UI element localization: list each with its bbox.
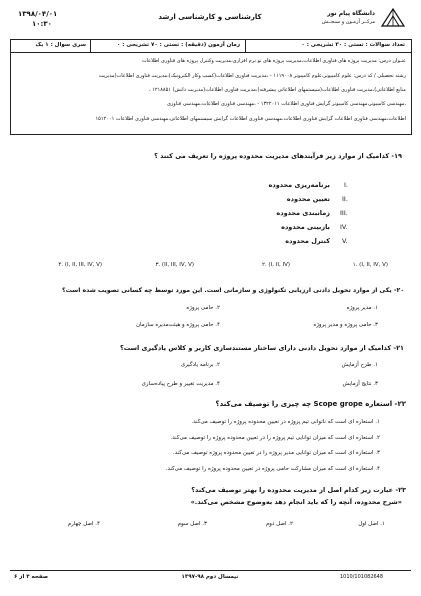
exam-title: کارشناسی و کارشناسی ارشد: [158, 13, 262, 21]
q19-option-3[interactable]: (II, III, IV, V) .۳: [155, 262, 194, 268]
q23-quote: «شرح محدوده، آنچه را که باید انجام دهد به‌وضوح مشخص می‌کند.»: [190, 498, 402, 506]
field-of-study-line-1: رشته تحصیلی / کد درس: علوم کامپیوتر،علوم کامپیوتر ۱۱۱۹۰۰۸ - ،مدیریت فناوری اطلاعات(کسب وکار الکترونیک)،مدیریت فناوری اطلاعات(مدیریت: [98, 73, 406, 79]
q21-option-3[interactable]: ۳. نتایج آزمایش: [342, 381, 378, 387]
question-19: ۱۹- کدامیک از موارد زیر فرآیندهای مدیریت محدوده پروژه را تعریف می کنند ؟: [154, 152, 402, 160]
q23-option-4[interactable]: ۴. اصل چهارم: [67, 521, 100, 527]
exam-time: ۱۰:۳۰: [32, 20, 52, 28]
q19-option-1[interactable]: (I, II, IV, V) .۱: [352, 262, 388, 268]
university-subtitle: مرکــز آزمـون و سنجــش: [321, 19, 375, 25]
q19-option-2[interactable]: (I, II, IV) .۲: [261, 262, 290, 268]
q21-option-4[interactable]: ۴. مدیریت تغییر و طرح پیاده‌سازی: [141, 381, 220, 387]
university-logo: [379, 6, 407, 28]
question-21: ۲۱- کدامیک از موارد تحویل دادنی دارای ساختار مستندسازی کاربر و کلاس یادگیری است؟: [119, 344, 404, 352]
q21-option-2[interactable]: ۲. برنامه یادگیری: [180, 362, 220, 368]
footer-divider: [10, 570, 411, 571]
q22-option-2[interactable]: ۲. استعاره ای است که میزان توانایی تیم پروژه را در تعیین محدوده پروژه را توصیف می‌کند.: [170, 435, 380, 441]
series-number: سری سوال : ۱ یک: [35, 42, 86, 48]
q20-option-4[interactable]: ۴. حامی پروژه و هیئت‌مدیره سازمان: [136, 322, 220, 328]
q21-option-1[interactable]: ۱. طرح آزمایش: [341, 362, 378, 368]
q19-item-5-text: کنترل محدوده: [285, 237, 330, 245]
field-of-study-line-3: ،مهندسی کامپیوتر،مهندسی کامپیوتر گرایش فناوری اطلاعات ۱۳۲۲۰۱۱ - ،مهندسی فناوری اطلاعات،مهندسی فناوری: [166, 101, 406, 107]
question-20: ۲۰- یکی از موارد تحویل دادنی ارزیابی تکنولوژی و سازمانی است. این مورد توسط چه کسانی تصویب شده است؟: [61, 287, 404, 294]
q19-item-1-text: برنامه‌ریزی محدوده: [268, 181, 330, 189]
q19-item-4-text: بازبینی محدوده: [281, 223, 330, 231]
q19-item-1-num: I.: [344, 181, 348, 189]
exam-date: ۱۳۹۸/۰۴/۰۱: [18, 10, 58, 18]
q20-option-3[interactable]: ۳. حامی پروژه و مدیر پروژه: [313, 322, 378, 328]
q19-item-3-num: III.: [340, 209, 348, 217]
exam-duration: زمان آزمون (دقیقه) : تستی : ۷۰ تشریحی : ۰: [117, 42, 240, 48]
page-number: صفحه ۴ از ۶: [14, 574, 49, 580]
q23-option-2[interactable]: ۲. اصل دوم: [265, 521, 293, 527]
question-23: ۲۳- عبارت زیر کدام اصل از مدیریت محدوده را بهتر توصیف می‌کند؟: [191, 486, 406, 494]
semester: نیمسال دوم ۹۸-۱۳۹۷: [181, 574, 239, 580]
q23-option-3[interactable]: ۳. اصل سوم: [177, 521, 207, 527]
course-title: عنـوان درس: مدیریت پروژه های فناوری اطلاعات،مدیریت پروژه های نو نرم افزاری،مدیریت وکنترل پروژه های فناوری اطلاعات: [141, 58, 406, 64]
q19-item-5-num: V.: [342, 237, 348, 245]
q19-item-3-text: زمانبندی محدوده: [276, 209, 330, 217]
q22-option-3[interactable]: ۳. استعاره ای است که میزان توانایی مدیر پروژه را در تعیین محدوده پروژه توصیف می‌کند.: [172, 450, 380, 456]
q20-option-1[interactable]: ۱. مدیر پروژه: [346, 305, 378, 311]
q19-option-4[interactable]: (I, II, III, IV, V) .۴: [58, 262, 102, 268]
question-22: ۲۲- استعاره Scope grope چه چیزی را توصیف می‌کند؟: [215, 400, 406, 408]
q23-option-1[interactable]: ۱. اصل اول: [358, 521, 385, 527]
field-of-study-line-4: اطلاعات،مهندسی فناوری اطلاعات گرایش فناوری اطلاعات،مهندسی فناوری اطلاعات گرایش سیستمهای اطلاعاتی،مهندسی فناوری اطلاعات ۱۵۱۲۰۰۱: [95, 116, 406, 122]
q20-option-2[interactable]: ۲. حامی پروژه: [186, 305, 220, 311]
q19-item-2-text: تعیین محدوده: [286, 195, 330, 203]
q19-item-2-num: II.: [342, 195, 348, 203]
q22-option-1[interactable]: ۱. استعاره ای است که ناتوانی تیم پروژه در تعیین محدوده پروژه را توصیف می‌کند.: [191, 419, 380, 425]
question-count: تعداد سوالات : تستی : ۳۰ تشریحی : ۰: [301, 42, 405, 48]
q19-item-4-num: IV.: [340, 223, 348, 231]
field-of-study-line-2: منابع اطلاعاتی)،مدیریت فناوری اطلاعات(سیستمهای اطلاعاتی پیشرفته)،مدیریت فناوری اطلاعات(مدیریت دانش) ۱۲۱۸۸۵۱ ،: [148, 87, 406, 93]
q22-option-4[interactable]: ۴. استعاره ای است که میزان مشارکت حامی پروژه در تعیین محدوده پروژه را توصیف می‌کند.: [165, 466, 380, 472]
university-name: دانشگاه پیام نور: [327, 10, 375, 17]
course-code: 1010/101082648: [340, 574, 384, 580]
